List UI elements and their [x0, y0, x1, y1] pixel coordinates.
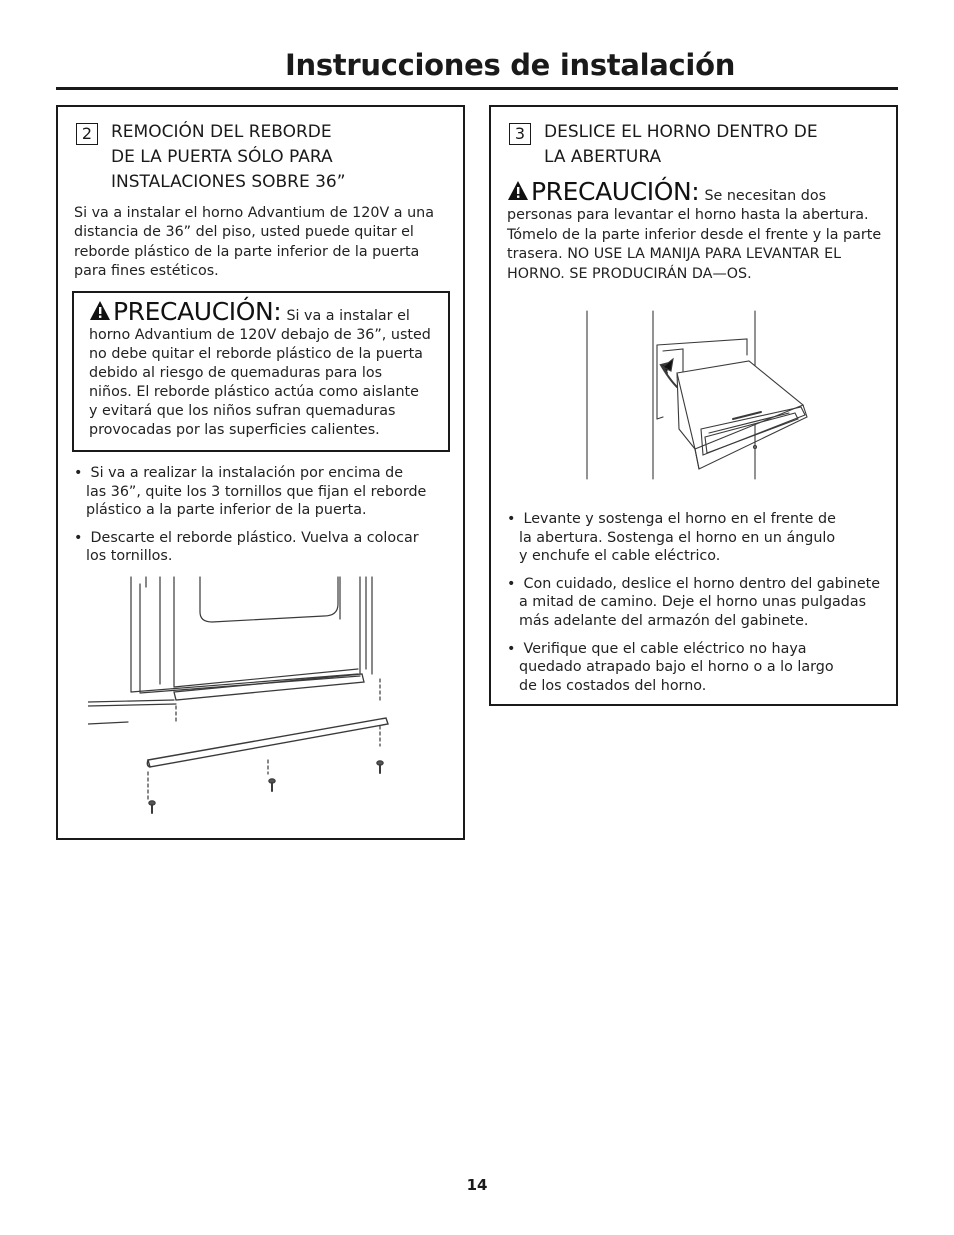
caution-line: trasera. NO USE LA MANIJA PARA LEVANTAR EL [507, 246, 842, 262]
step-2-panel [56, 105, 465, 840]
step-2-bullet-list [74, 464, 454, 575]
warning-triangle-icon [507, 180, 529, 205]
step-number-3: 3 [509, 123, 531, 145]
list-item [507, 640, 891, 696]
title-divider [56, 87, 898, 90]
intro-line: para fines estéticos. [74, 263, 219, 280]
step-3-heading-line: DESLICE EL HORNO DENTRO DE [544, 122, 818, 142]
caution-line: no debe quitar el reborde plástico de la puerta [89, 346, 423, 362]
caution-line: HORNO. SE PRODUCIRÁN DA—OS. [507, 265, 752, 282]
bullet-line: a mitad de camino. Deje el horno unas pulgadas [519, 594, 867, 611]
caution-label: PRECAUCIÓN: [113, 297, 282, 326]
door-trim-removal-illustration [88, 574, 428, 814]
list-item [74, 529, 454, 566]
caution-line: horno Advantium de 120V debajo de 36”, usted [89, 327, 431, 343]
caution-line: personas para levantar el horno hasta la abertura. [507, 207, 869, 223]
intro-line: Si va a instalar el horno Advantium de 120V a una [74, 205, 434, 221]
bullet-line: los tornillos. [86, 548, 173, 565]
bullet-line: Levante y sostenga el horno en el frente de [523, 511, 836, 527]
list-item [507, 575, 891, 631]
page-title: Instrucciones de instalación [285, 48, 736, 82]
bullet-line: plástico a la parte inferior de la puerta. [86, 502, 367, 519]
caution-line: y evitará que los niños sufran quemaduras [89, 403, 396, 419]
step-2-heading-line: REMOCIÓN DEL REBORDE [111, 122, 332, 142]
oven-sliding-into-cabinet-illustration [583, 309, 823, 489]
step-2-caution-box [72, 291, 450, 452]
step-2-intro [74, 204, 454, 282]
step-2-heading [111, 120, 346, 195]
bullet-line: y enchufe el cable eléctrico. [519, 548, 721, 565]
bullet-line: más adelante del armazón del gabinete. [519, 612, 809, 629]
bullet-line: de los costados del horno. [519, 677, 707, 694]
caution-text: Se necesitan dos [704, 188, 827, 204]
step-2-heading-line: DE LA PUERTA SÓLO PARA [111, 147, 333, 167]
bullet-line: Con cuidado, deslice el horno dentro del gabinete [523, 575, 881, 592]
caution-line: niños. El reborde plástico actúa como aislante [89, 384, 419, 400]
step-3-caution [507, 179, 891, 284]
list-item [74, 464, 454, 520]
bullet-line: quedado atrapado bajo el horno o a lo largo [519, 659, 834, 676]
caution-label: PRECAUCIÓN: [531, 177, 700, 206]
step-3-bullet-list [507, 510, 891, 704]
step-3-heading [544, 120, 818, 170]
step-3-panel [489, 105, 898, 706]
bullet-line: Verifique que el cable eléctrico no haya [523, 640, 807, 657]
caution-line: Tómelo de la parte inferior desde el frente y la parte [507, 226, 882, 243]
caution-text: Si va a instalar el [286, 308, 410, 324]
bullet-line: las 36”, quite los 3 tornillos que fijan el reborde [86, 483, 427, 500]
warning-triangle-icon [89, 300, 111, 325]
intro-line: distancia de 36” del piso, usted puede quitar el [74, 224, 414, 241]
bullet-line: Descarte el reborde plástico. Vuelva a colocar [90, 529, 419, 546]
step-3-heading-line: LA ABERTURA [544, 147, 662, 167]
step-number-2: 2 [76, 123, 98, 145]
caution-line: provocadas por las superficies calientes. [89, 422, 380, 438]
caution-line: debido al riesgo de quemaduras para los [89, 365, 383, 381]
bullet-line: la abertura. Sostenga el horno en un ángulo [519, 529, 836, 546]
list-item [507, 510, 891, 566]
intro-line: reborde plástico de la parte inferior de la puerta [74, 243, 420, 260]
bullet-line: Si va a realizar la instalación por encima de [90, 465, 404, 481]
page-number: 14 [466, 1176, 488, 1194]
step-2-heading-line: INSTALACIONES SOBRE 36” [111, 172, 346, 192]
